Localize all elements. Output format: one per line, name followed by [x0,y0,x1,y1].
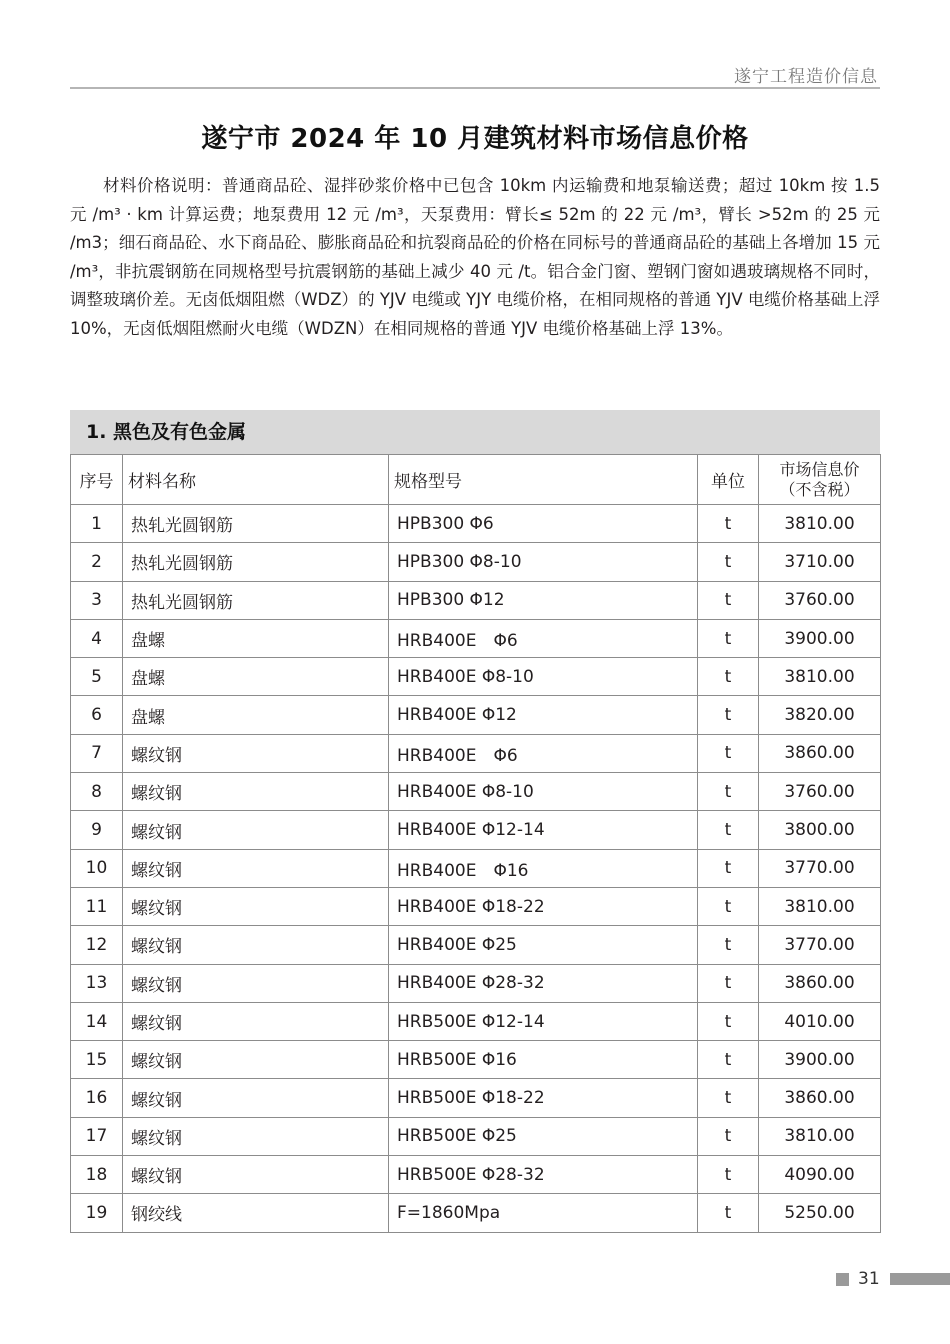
cell-price: 3800.00 [759,811,881,849]
table-row [71,887,881,925]
cell-name: 螺纹钢 [123,926,389,964]
table-row [71,734,881,772]
cell-price: 3860.00 [759,734,881,772]
cell-unit: t [698,1194,759,1232]
cell-price: 3810.00 [759,1117,881,1155]
cell-no: 2 [71,543,123,581]
table-row [71,926,881,964]
cell-price: 3860.00 [759,1079,881,1117]
price-table [70,454,881,1233]
cell-spec: HRB400E Φ25 [389,926,698,964]
cell-price: 5250.00 [759,1194,881,1232]
cell-price: 3810.00 [759,658,881,696]
cell-price: 3710.00 [759,543,881,581]
cell-name: 热轧光圆钢筋 [123,543,389,581]
cell-name: 螺纹钢 [123,1041,389,1079]
table-row [71,658,881,696]
cell-no: 18 [71,1156,123,1194]
cell-spec: HPB300 Φ6 [389,505,698,543]
cell-price: 3760.00 [759,581,881,619]
cell-no: 7 [71,734,123,772]
cell-no: 15 [71,1041,123,1079]
cell-unit: t [698,1002,759,1040]
cell-no: 19 [71,1194,123,1232]
cell-spec: HRB500E Φ18-22 [389,1079,698,1117]
intro-paragraph: 材料价格说明：普通商品砼、湿拌砂浆价格中已包含 10km 内运输费和地泵输送费；超过 10km 按 1.5 元 /m³ · km 计算运费；地泵费用 12 元 /m³，天泵费用：臂长≤ 52m 的 22 元 /m³，臂长 >52m 的 25 元 /m3；细石商品砼、水下商品砼、膨胀商品砼和抗裂商品砼的价格在同标号的普通商品砼的基础上各增加 15 元 /m³，非抗震钢筋在同规格型号抗震钢筋的基础上减少 40 元 /t。铝合金门窗、塑钢门窗如遇玻璃规格不同时，调整玻璃价差。无卤低烟阻燃（WDZ）的 YJV 电缆或 YJY 电缆价格，在相同规格的普通 YJV 电缆价格基础上浮 10%，无卤低烟阻燃耐火电缆（WDZN）在相同规格的普通 YJV 电缆价格基础上浮 13%。 [70,176,880,338]
table-row [71,964,881,1002]
header-rule [70,87,880,89]
cell-name: 螺纹钢 [123,1156,389,1194]
cell-no: 10 [71,849,123,887]
cell-no: 6 [71,696,123,734]
page-title: 遂宁市 2024 年 10 月建筑材料市场信息价格 [201,124,749,154]
table-row [71,581,881,619]
cell-spec: HRB400E Φ18-22 [389,887,698,925]
cell-price: 4010.00 [759,1002,881,1040]
table-row [71,696,881,734]
table-row [71,1194,881,1232]
cell-unit: t [698,811,759,849]
cell-unit: t [698,1041,759,1079]
cell-no: 5 [71,658,123,696]
table-row [71,1079,881,1117]
running-header-title: 遂宁工程造价信息 [734,67,878,87]
table-row [71,773,881,811]
table-row [71,619,881,657]
cell-spec: HRB400E Φ6 [389,734,698,772]
cell-name: 螺纹钢 [123,1002,389,1040]
cell-unit: t [698,696,759,734]
cell-spec: HRB500E Φ28-32 [389,1156,698,1194]
cell-spec: HRB500E Φ12-14 [389,1002,698,1040]
cell-name: 螺纹钢 [123,811,389,849]
header-price-line1: 市场信息价 [779,459,860,479]
cell-unit: t [698,964,759,1002]
cell-unit: t [698,1156,759,1194]
cell-no: 3 [71,581,123,619]
cell-name: 盘螺 [123,696,389,734]
cell-name: 螺纹钢 [123,887,389,925]
page-marker-square [836,1273,849,1286]
cell-unit: t [698,1117,759,1155]
cell-name: 盘螺 [123,619,389,657]
cell-no: 17 [71,1117,123,1155]
header-price-line2: （不含税） [779,479,860,499]
cell-spec: HPB300 Φ12 [389,581,698,619]
table-row [71,1156,881,1194]
cell-no: 1 [71,505,123,543]
cell-no: 9 [71,811,123,849]
cell-spec: HRB400E Φ28-32 [389,964,698,1002]
cell-price: 3900.00 [759,619,881,657]
header-spec: 规格型号 [389,455,698,505]
header-unit: 单位 [698,455,759,505]
cell-spec: HRB400E Φ8-10 [389,773,698,811]
cell-spec: HRB400E Φ6 [389,619,698,657]
cell-name: 螺纹钢 [123,964,389,1002]
cell-price: 3860.00 [759,964,881,1002]
cell-price: 3900.00 [759,1041,881,1079]
cell-no: 14 [71,1002,123,1040]
cell-price: 3820.00 [759,696,881,734]
cell-spec: HRB400E Φ12-14 [389,811,698,849]
table-row [71,1041,881,1079]
cell-unit: t [698,1079,759,1117]
header-no: 序号 [71,455,123,505]
cell-price: 3760.00 [759,773,881,811]
cell-name: 热轧光圆钢筋 [123,505,389,543]
cell-name: 螺纹钢 [123,734,389,772]
cell-unit: t [698,734,759,772]
cell-price: 4090.00 [759,1156,881,1194]
cell-spec: HRB400E Φ12 [389,696,698,734]
cell-no: 16 [71,1079,123,1117]
cell-spec: HRB400E Φ8-10 [389,658,698,696]
cell-unit: t [698,619,759,657]
page-marker-bar [890,1273,950,1285]
table-row [71,1117,881,1155]
cell-unit: t [698,926,759,964]
cell-unit: t [698,543,759,581]
cell-unit: t [698,773,759,811]
section-heading: 1. 黑色及有色金属 [70,410,880,454]
cell-name: 盘螺 [123,658,389,696]
cell-no: 11 [71,887,123,925]
cell-spec: HRB500E Φ16 [389,1041,698,1079]
page-footer [836,1268,950,1290]
cell-no: 13 [71,964,123,1002]
cell-no: 8 [71,773,123,811]
cell-spec: HRB500E Φ25 [389,1117,698,1155]
cell-name: 螺纹钢 [123,1079,389,1117]
table-header-row [71,455,881,505]
cell-price: 3810.00 [759,505,881,543]
cell-unit: t [698,581,759,619]
table-row [71,1002,881,1040]
cell-no: 4 [71,619,123,657]
cell-name: 螺纹钢 [123,773,389,811]
cell-name: 钢绞线 [123,1194,389,1232]
cell-spec: HPB300 Φ8-10 [389,543,698,581]
cell-no: 12 [71,926,123,964]
cell-price: 3770.00 [759,849,881,887]
table-row [71,505,881,543]
table-row [71,849,881,887]
cell-unit: t [698,887,759,925]
cell-spec: F=1860Mpa [389,1194,698,1232]
header-name: 材料名称 [123,455,389,505]
cell-spec: HRB400E Φ16 [389,849,698,887]
cell-unit: t [698,658,759,696]
table-row [71,811,881,849]
cell-price: 3770.00 [759,926,881,964]
page-number: 31 [858,1269,880,1289]
cell-name: 螺纹钢 [123,849,389,887]
cell-name: 螺纹钢 [123,1117,389,1155]
cell-name: 热轧光圆钢筋 [123,581,389,619]
cell-price: 3810.00 [759,887,881,925]
cell-unit: t [698,505,759,543]
cell-unit: t [698,849,759,887]
table-row [71,543,881,581]
header-price [759,455,881,505]
